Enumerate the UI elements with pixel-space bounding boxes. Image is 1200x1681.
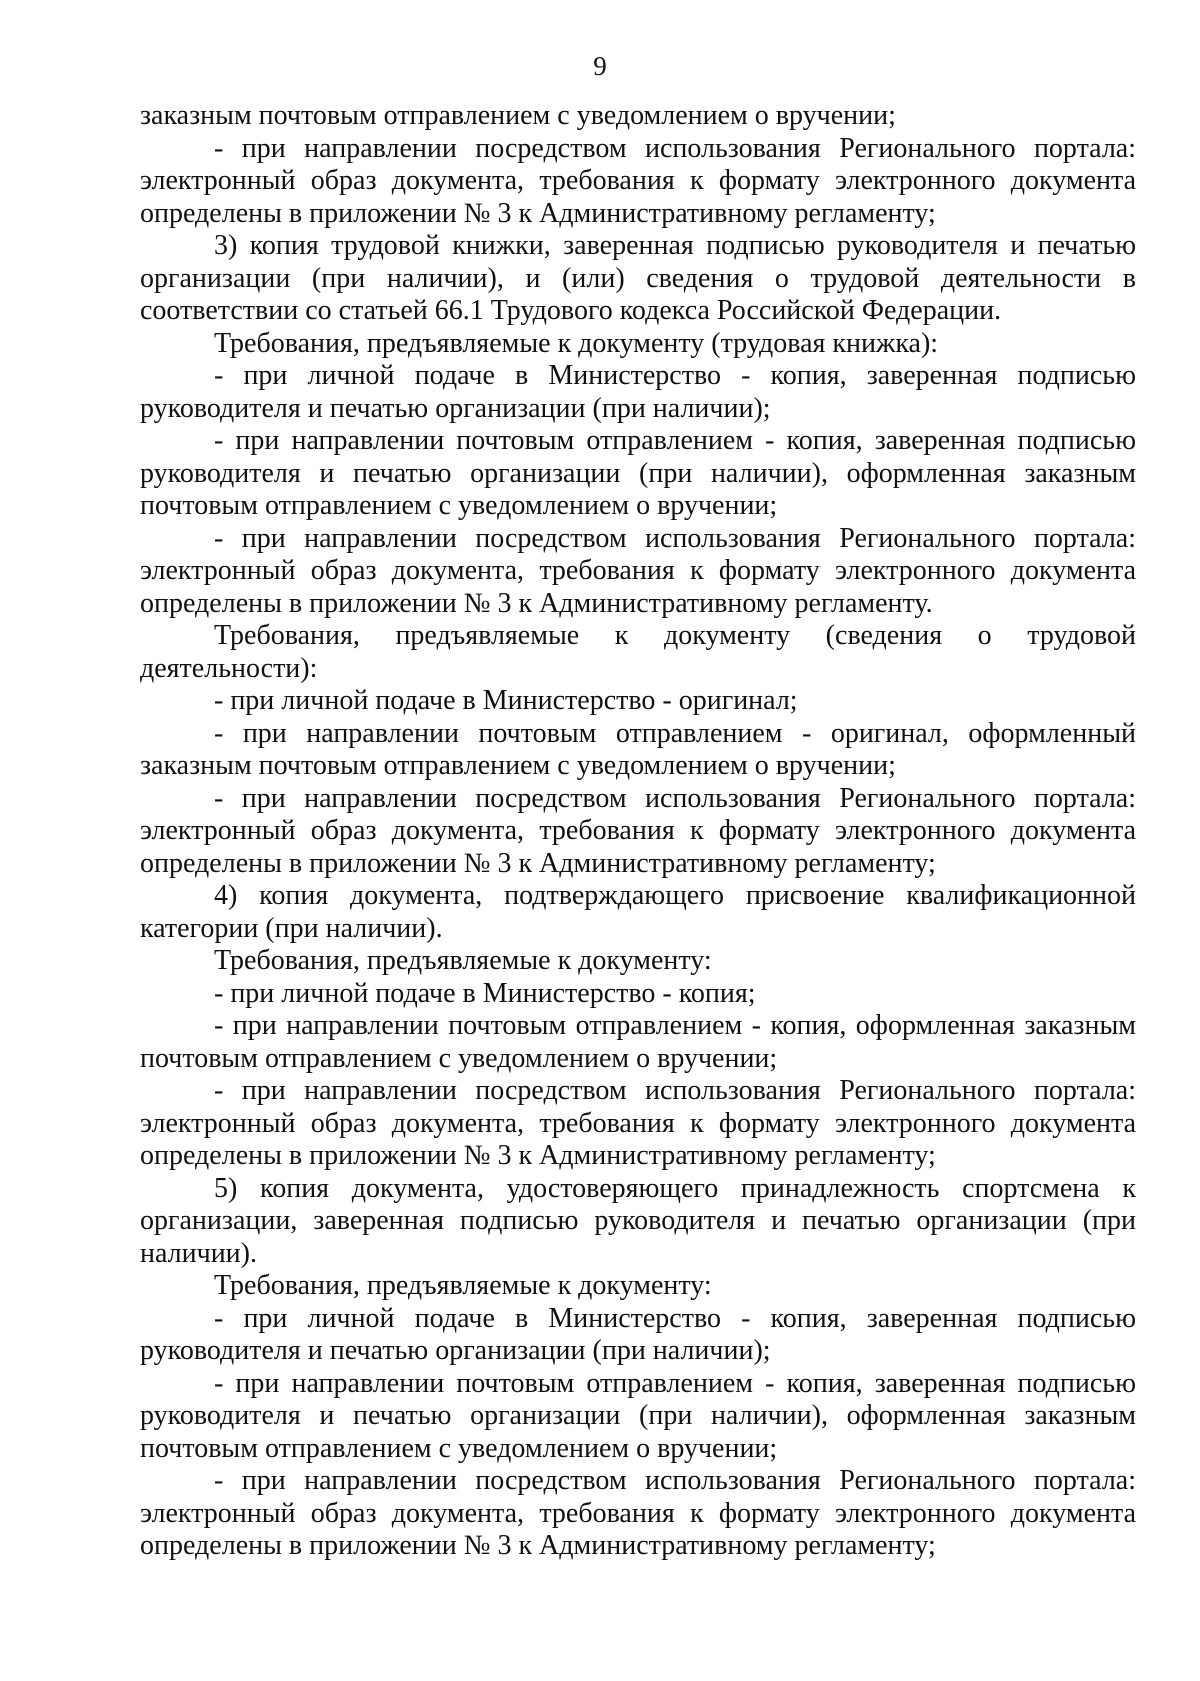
paragraph: заказным почтовым отправлением с уведомлением о вручении; [140, 100, 896, 131]
paragraph: - при направлении посредством использования Регионального портала: электронный образ документа, требования к формату электронного документа определены в приложении № 3 к Административному регламенту; [140, 1075, 1136, 1171]
paragraph: Требования, предъявляемые к документу (трудовая книжка): [214, 327, 939, 359]
paragraph: 5) копия документа, удостоверяющего принадлежность спортсмена к организации, заверенная подписью руководителя и печатью организации (при наличии). [140, 1172, 1136, 1269]
paragraph: - при направлении почтовым отправлением - копия, заверенная подписью руководителя и печатью организации (при наличии), оформленная заказным почтовым отправлением с уведомлением о вручении; [140, 1367, 1136, 1464]
paragraph: - при направлении почтовым отправлением - копия, оформленная заказным почтовым отправлением с уведомлением о вручении; [140, 1010, 1136, 1074]
paragraph: Требования, предъявляемые к документу: [214, 1270, 712, 1301]
document-body [140, 100, 1136, 1563]
page-number: 9 [593, 51, 607, 81]
paragraph: - при направлении посредством использования Регионального портала: электронный образ документа, требования к формату электронного документа определены в приложении № 3 к Административному регламенту; [140, 782, 1136, 879]
paragraph: - при направлении посредством использования Регионального портала: электронный образ документа, требования к формату электронного документа определены в приложении № 3 к Административному регламенту. [140, 522, 1136, 619]
paragraph: - при направлении посредством использования Регионального портала: электронный образ документа, требования к формату электронного документа определены в приложении № 3 к Административному регламенту; [140, 1465, 1136, 1561]
paragraph: - при личной подаче в Министерство - копия, заверенная подписью руководителя и печатью организации (при наличии); [140, 1302, 1136, 1366]
paragraph: - при направлении почтовым отправлением - оригинал, оформленный заказным почтовым отправлением с уведомлением о вручении; [140, 717, 1136, 781]
paragraph: - при направлении посредством использования Регионального портала: электронный образ документа, требования к формату электронного документа определены в приложении № 3 к Административному регламенту; [140, 132, 1136, 229]
paragraph: - при личной подаче в Министерство - копия, заверенная подписью руководителя и печатью организации (при наличии); [140, 360, 1136, 424]
paragraph: - при личной подаче в Министерство - копия; [214, 977, 756, 1009]
paragraph: Требования, предъявляемые к документу: [214, 945, 712, 976]
paragraph: - при личной подаче в Министерство - оригинал; [214, 685, 798, 716]
paragraph: 4) копия документа, подтверждающего присвоение квалификационной категории (при наличии). [140, 880, 1136, 944]
paragraph: Требования, предъявляемые к документу (сведения о трудовой деятельности): [140, 620, 1136, 684]
paragraph: 3) копия трудовой книжки, заверенная подписью руководителя и печатью организации (при наличии), и (или) сведения о трудовой деятельности в соответствии со статьей 66.1 Трудового кодекса Российской Федерации. [140, 230, 1136, 326]
paragraph: - при направлении почтовым отправлением - копия, заверенная подписью руководителя и печатью организации (при наличии), оформленная заказным почтовым отправлением с уведомлением о вручении; [140, 425, 1136, 521]
